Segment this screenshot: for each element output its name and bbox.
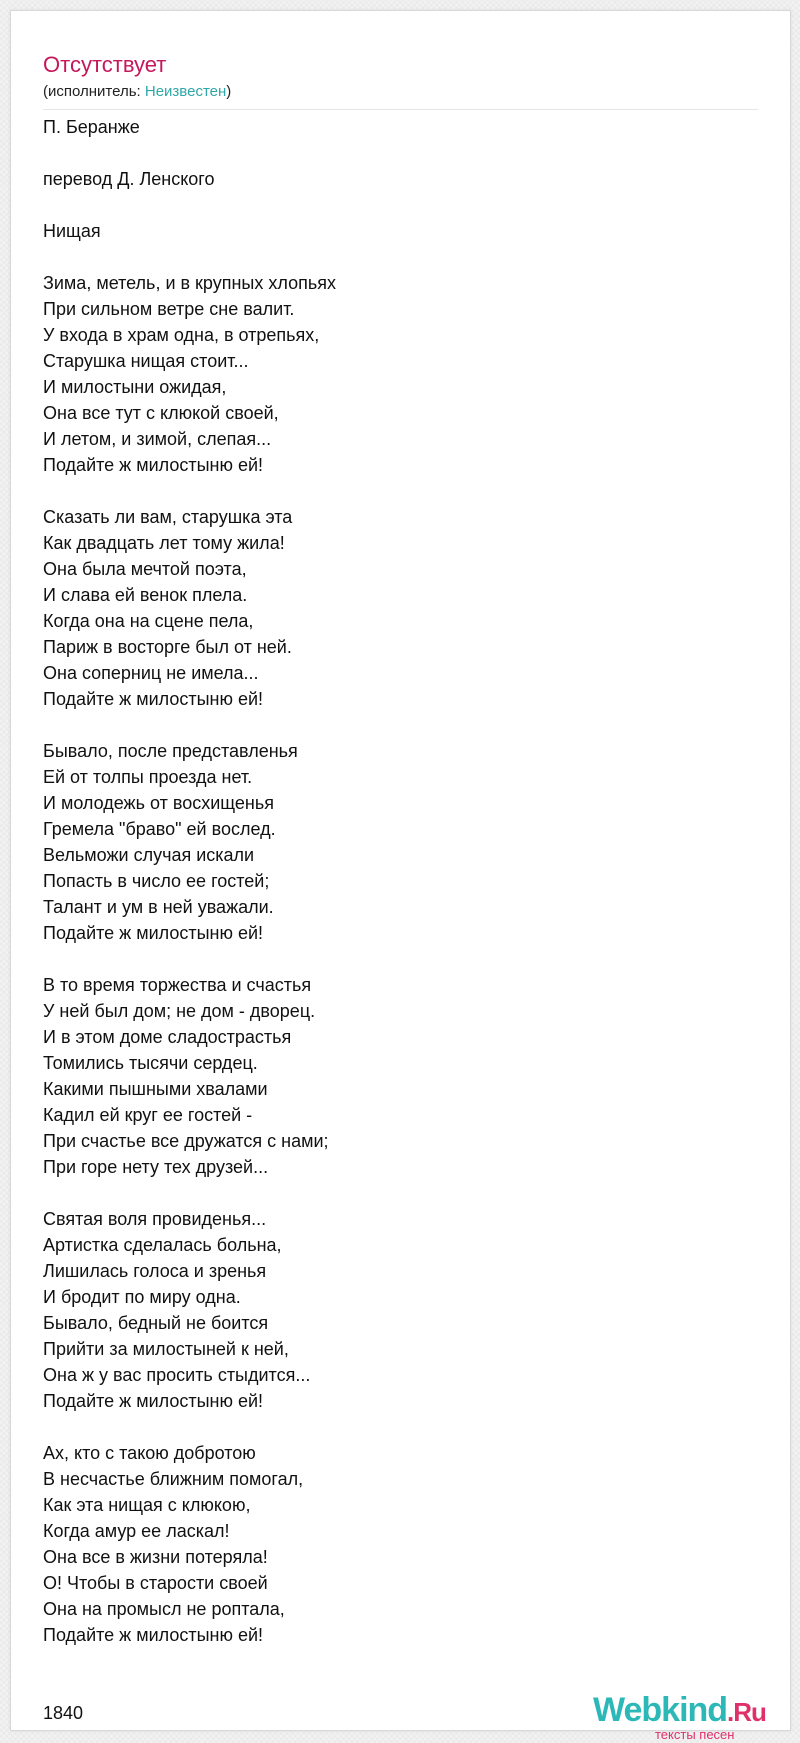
lyric-line: Святая воля провиденья... (43, 1209, 267, 1229)
lyric-line: Она на промысл не роптала, (43, 1599, 285, 1619)
lyric-line: Париж в восторге был от ней. (43, 637, 292, 657)
lyric-line: Подайте ж милостыню ей! (43, 455, 264, 475)
lyric-line: Кадил ей круг ее гостей - (43, 1105, 253, 1125)
lyric-line: И молодежь от восхищенья (43, 793, 274, 813)
poem-title: Нищая (43, 221, 101, 241)
lyric-line: Бывало, бедный не боится (43, 1313, 269, 1333)
logo-name: Webkind (593, 1691, 728, 1729)
lyric-line: Гремела "браво" ей вослед. (43, 819, 276, 839)
lyric-line: И в этом доме сладострастья (43, 1027, 292, 1047)
lyrics-author: П. Беранже (43, 117, 140, 137)
lyric-line: Подайте ж милостыню ей! (43, 689, 264, 709)
stanza-3 (43, 738, 743, 946)
lyric-line: Попасть в число ее гостей; (43, 871, 270, 891)
stanza-2 (43, 504, 743, 712)
lyric-line: И милостыни ожидая, (43, 377, 227, 397)
lyric-line: Как эта нищая с клюкою, (43, 1495, 251, 1515)
lyric-line: В то время торжества и счастья (43, 975, 312, 995)
lyric-line: И бродит по миру одна. (43, 1287, 241, 1307)
poem-year: 1840 (43, 1703, 84, 1723)
lyric-line: Ах, кто с такою добротою (43, 1443, 256, 1463)
lyric-line: При сильном ветре сне валит. (43, 299, 295, 319)
lyric-line: И слава ей венок плела. (43, 585, 248, 605)
artist-prefix: (исполнитель: (43, 83, 145, 100)
lyric-line: Когда амур ее ласкал! (43, 1521, 230, 1541)
stanza-6 (43, 1440, 743, 1648)
lyric-line: Какими пышными хвалами (43, 1079, 268, 1099)
lyric-line: Бывало, после представленья (43, 741, 298, 761)
lyric-line: В несчастье ближним помогал, (43, 1469, 304, 1489)
lyric-line: Ей от толпы проезда нет. (43, 767, 253, 787)
logo-tagline: тексты песен (655, 1727, 735, 1742)
lyrics-translation: перевод Д. Ленского (43, 169, 215, 189)
lyric-line: Она соперниц не имела... (43, 663, 259, 683)
lyric-line: Как двадцать лет тому жила! (43, 533, 285, 553)
lyric-line: Сказать ли вам, старушка эта (43, 507, 293, 527)
lyric-line: Вельможи случая искали (43, 845, 255, 865)
song-title: Отсутствует (43, 52, 167, 77)
lyric-line: О! Чтобы в старости своей (43, 1573, 268, 1593)
lyric-line: Она была мечтой поэта, (43, 559, 247, 579)
webkind-logo[interactable] (593, 1691, 783, 1743)
lyric-line: У входа в храм одна, в отрепьях, (43, 325, 320, 345)
lyric-line: Лишилась голоса и зренья (43, 1261, 267, 1281)
lyric-line: Когда она на сцене пела, (43, 611, 254, 631)
lyric-line: Артистка сделалась больна, (43, 1235, 282, 1255)
lyric-line: При счастье все дружатся с нами; (43, 1131, 329, 1151)
lyric-line: Томились тысячи сердец. (43, 1053, 258, 1073)
artist-suffix: ) (226, 83, 232, 100)
lyric-line: Она ж у вас просить стыдится... (43, 1365, 311, 1385)
artist-link[interactable]: Неизвестен (144, 83, 227, 100)
lyric-line: Подайте ж милостыню ей! (43, 1625, 264, 1645)
lyric-line: Подайте ж милостыню ей! (43, 1391, 264, 1411)
lyric-line: У ней был дом; не дом - дворец. (43, 1001, 316, 1021)
lyric-line: Старушка нищая стоит... (43, 351, 249, 371)
lyric-line: Прийти за милостыней к ней, (43, 1339, 289, 1359)
song-header (43, 43, 758, 110)
logo-tld: .Ru (727, 1697, 766, 1727)
stanza-5 (43, 1206, 743, 1414)
lyric-line: Талант и ум в ней уважали. (43, 897, 274, 917)
lyric-line: При горе нету тех друзей... (43, 1157, 269, 1177)
logo-wordmark (593, 1691, 766, 1730)
lyrics-text (43, 114, 743, 1726)
stanza-4 (43, 972, 743, 1180)
lyric-line: И летом, и зимой, слепая... (43, 429, 272, 449)
lyric-line: Она все в жизни потеряла! (43, 1547, 268, 1567)
lyric-line: Зима, метель, и в крупных хлопьях (43, 273, 336, 293)
stanza-1 (43, 270, 743, 478)
artist-line (43, 83, 231, 100)
lyrics-card (10, 10, 791, 1742)
lyric-line: Она все тут с клюкой своей, (43, 403, 279, 423)
lyric-line: Подайте ж милостыню ей! (43, 923, 264, 943)
